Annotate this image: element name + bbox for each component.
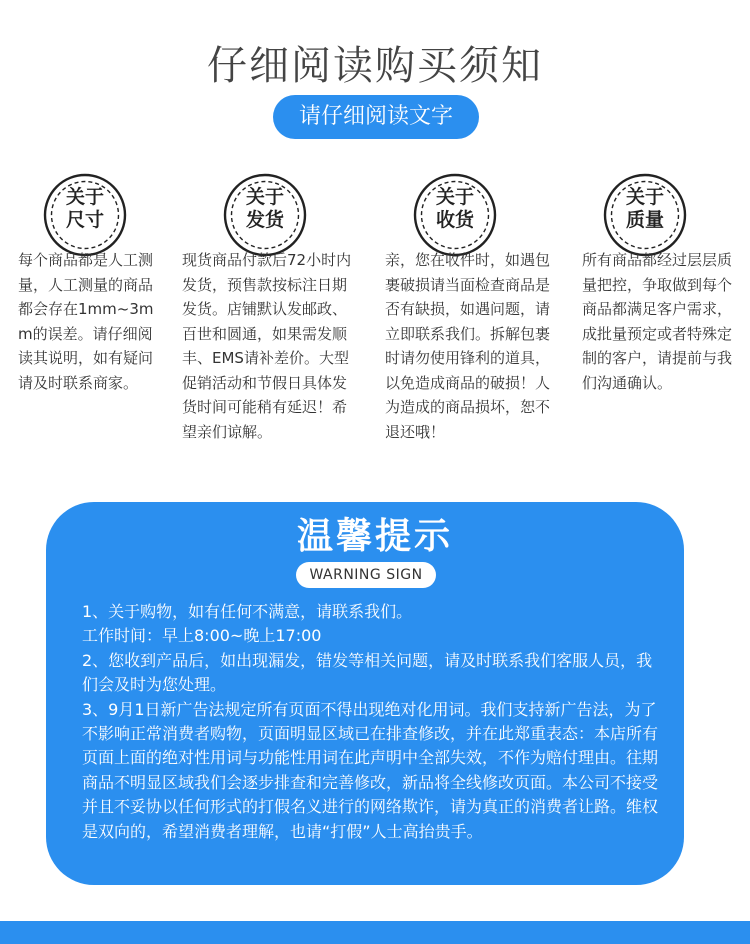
badge-line-1: 关于 [245, 186, 284, 208]
quality-description: 所有商品都经过层层质量把控，争取做到每个商品都满足客户需求，成批量预定或者特殊定制的客户，请提前与我们沟通确认。 [582, 251, 733, 392]
badge-line-2: 收货 [435, 209, 474, 231]
badge-line-1: 关于 [435, 186, 474, 208]
bottom-bar [0, 921, 750, 944]
badge-line-2: 质量 [625, 209, 664, 231]
notice-line: 3、9月1日新广告法规定所有页面不得出现绝对化用词。我们支持新广告法，为了不影响正常消费者购物，页面明显区域已在排查修改，并在此郑重表态：本店所有页面上面的绝对性用词与功能性用词在此声明中全部失效，不作为赔付理由。往期商品不明显区域我们会逐步排查和完善修改，新品将全线修改页面。本公司不接受并且不妥协以任何形式的打假名义进行的网络欺诈，请为真正的消费者让路。维权是双向的，希望消费者理解，也请“打假”人士高抬贵手。 [82, 699, 659, 841]
notice-line: 1、关于购物，如有任何不满意，请联系我们。 [82, 602, 413, 621]
shipping-badge [220, 170, 310, 260]
page-title: 仔细阅读购买须知 [207, 43, 543, 89]
shipping-description: 现货商品付款后72小时内发货，预售款按标注日期发货。店铺默认发邮政、百世和圆通，如果需发顺丰、EMS请补差价。大型促销活动和节假日具体发货时间可能稍有延迟！希望亲们谅解。 [182, 251, 352, 441]
receiving-description: 亲，您在收件时，如遇包裹破损请当面检查商品是否有缺损，如遇问题，请立即联系我们。拆解包裹时请勿使用锋利的道具，以免造成商品的破损！人为造成的商品损坏，恕不退还哦！ [385, 251, 551, 441]
badge-line-1: 关于 [625, 186, 664, 208]
notice-line: 工作时间：早上8:00~晚上17:00 [82, 626, 322, 646]
warning-sign-tag: WARNING SIGN [296, 562, 436, 588]
notice-title: 温馨提示 [296, 516, 453, 557]
quality-badge [600, 170, 690, 260]
badge-line-2: 发货 [245, 209, 284, 231]
notice-line: 2、您收到产品后，如出现漏发，错发等相关问题，请及时联系我们客服人员，我们会及时为您处理。 [82, 650, 653, 695]
notice-content [82, 600, 668, 844]
size-description: 每个商品都是人工测量，人工测量的商品都会存在1mm~3mm的误差。请仔细阅读其说明，如有疑问请及时联系商家。 [18, 251, 154, 392]
badge-line-1: 关于 [65, 186, 104, 208]
badge-line-2: 尺寸 [65, 209, 104, 231]
read-carefully-pill: 请仔细阅读文字 [273, 95, 479, 139]
receiving-badge [410, 170, 500, 260]
size-badge [40, 170, 130, 260]
